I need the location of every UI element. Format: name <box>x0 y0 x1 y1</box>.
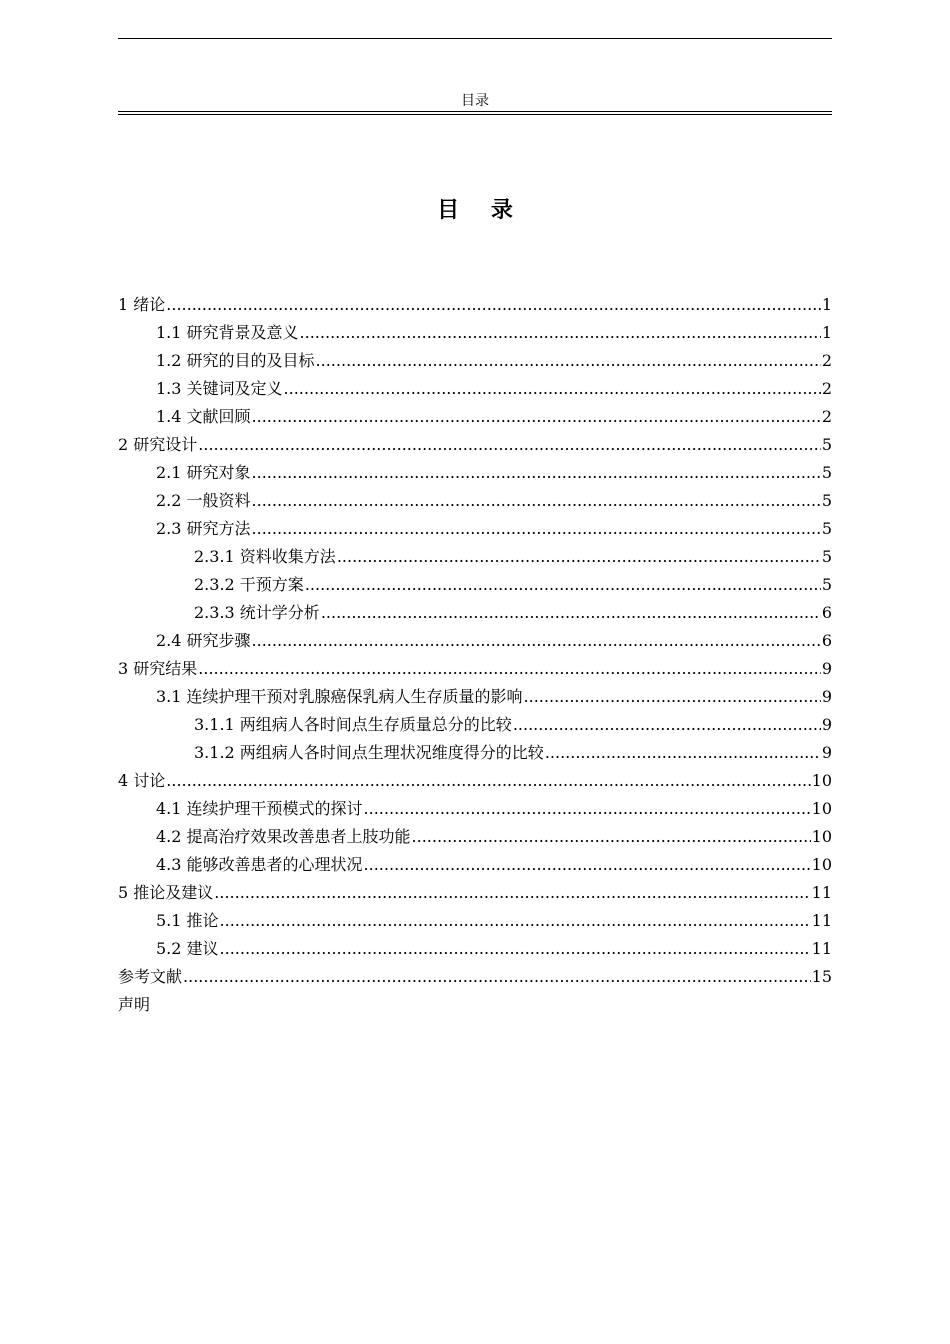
toc-entry-title: 4.1 连续护理干预模式的探讨 <box>156 799 363 818</box>
toc-entry-title: 5.2 建议 <box>156 939 219 958</box>
toc-dot-leader <box>220 935 811 963</box>
toc-entry-title: 参考文献 <box>118 967 183 986</box>
toc-entry[interactable] <box>118 711 832 739</box>
toc-entry-page: 6 <box>821 631 832 650</box>
toc-dot-leader <box>252 403 821 431</box>
toc-entry-title: 1.1 研究背景及意义 <box>156 323 299 342</box>
toc-entry[interactable] <box>118 963 832 991</box>
toc-entry-title: 5 推论及建议 <box>118 883 214 902</box>
toc-entry[interactable] <box>118 319 832 347</box>
toc-entry[interactable] <box>118 543 832 571</box>
toc-entry-title: 2.3.1 资料收集方法 <box>194 547 336 566</box>
toc-entry-title: 1.2 研究的目的及目标 <box>156 351 315 370</box>
toc-entry-title: 1.3 关键词及定义 <box>156 379 283 398</box>
toc-dot-leader <box>198 655 821 683</box>
toc-entry[interactable] <box>118 907 832 935</box>
toc-dot-leader <box>183 963 811 991</box>
toc-dot-leader <box>305 571 821 599</box>
toc-entry-page: 10 <box>811 827 832 846</box>
toc-entry[interactable] <box>118 627 832 655</box>
toc-dot-leader <box>545 739 821 767</box>
toc-entry-title: 1.4 文献回顾 <box>156 407 251 426</box>
toc-entry-page: 10 <box>811 771 832 790</box>
toc-dot-leader <box>412 823 811 851</box>
toc-entry-title: 3.1.2 两组病人各时间点生理状况维度得分的比较 <box>194 743 544 762</box>
toc-entry[interactable] <box>118 599 832 627</box>
toc-entry-page: 9 <box>821 659 832 678</box>
toc-entry-title: 2.3.2 干预方案 <box>194 575 304 594</box>
toc-entry[interactable] <box>118 823 832 851</box>
toc-entry-page: 1 <box>821 295 832 314</box>
toc-entry-page: 2 <box>821 351 832 370</box>
toc-entry-page: 15 <box>811 967 832 986</box>
toc-dot-leader <box>300 319 821 347</box>
toc-entry-title: 3 研究结果 <box>118 659 198 678</box>
toc-dot-leader <box>252 487 821 515</box>
toc-entry[interactable] <box>118 515 832 543</box>
toc-entry-title: 4 讨论 <box>118 771 166 790</box>
toc-entry[interactable] <box>118 795 832 823</box>
toc-entry[interactable] <box>118 291 832 319</box>
toc-entry-title: 2.2 一般资料 <box>156 491 251 510</box>
page-title: 目 录 <box>437 197 525 223</box>
toc-entry-title: 4.3 能够改善患者的心理状况 <box>156 855 363 874</box>
toc-entry-page: 5 <box>821 519 832 538</box>
toc-dot-leader <box>316 347 821 375</box>
toc-entry-page: 10 <box>811 799 832 818</box>
toc-entry[interactable] <box>118 683 832 711</box>
toc-entry-title: 3.1.1 两组病人各时间点生存质量总分的比较 <box>194 715 512 734</box>
toc-entry-page: 5 <box>821 463 832 482</box>
toc-entry[interactable] <box>118 935 832 963</box>
toc-entry-title: 1 绪论 <box>118 295 166 314</box>
toc-entry[interactable] <box>118 571 832 599</box>
toc-dot-leader <box>284 375 821 403</box>
toc-entry[interactable] <box>118 431 832 459</box>
toc-entry-page: 9 <box>821 715 832 734</box>
toc-entry-title: 声明 <box>118 995 151 1014</box>
toc-entry-page: 5 <box>821 575 832 594</box>
toc-dot-leader <box>337 543 821 571</box>
toc-entry-page: 9 <box>821 687 832 706</box>
toc-dot-leader <box>214 879 810 907</box>
toc-dot-leader <box>513 711 821 739</box>
header-rule <box>118 111 832 115</box>
toc-entry-page: 11 <box>811 911 832 930</box>
toc-entry[interactable] <box>118 991 832 1019</box>
toc-entry-page: 1 <box>821 323 832 342</box>
toc-entry-page: 5 <box>821 435 832 454</box>
toc-entry-title: 2.3.3 统计学分析 <box>194 603 320 622</box>
toc-entry[interactable] <box>118 459 832 487</box>
toc-dot-leader <box>166 291 821 319</box>
toc-dot-leader <box>524 683 821 711</box>
toc-dot-leader <box>220 907 811 935</box>
toc-entry-page: 11 <box>811 883 832 902</box>
running-header: 目录 <box>461 93 489 109</box>
toc-entry[interactable] <box>118 739 832 767</box>
toc-entry-title: 2.3 研究方法 <box>156 519 251 538</box>
toc-entry[interactable] <box>118 487 832 515</box>
toc-dot-leader <box>252 459 821 487</box>
toc-dot-leader <box>198 431 821 459</box>
toc-entry-title: 5.1 推论 <box>156 911 219 930</box>
toc-entry-title: 2 研究设计 <box>118 435 198 454</box>
toc-dot-leader <box>252 627 821 655</box>
toc-entry-page: 5 <box>821 547 832 566</box>
toc-entry-title: 3.1 连续护理干预对乳腺癌保乳病人生存质量的影响 <box>156 687 523 706</box>
toc-entry-page: 10 <box>811 855 832 874</box>
toc-entry[interactable] <box>118 403 832 431</box>
toc-entry[interactable] <box>118 375 832 403</box>
table-of-contents <box>118 291 832 1019</box>
toc-entry-title: 2.4 研究步骤 <box>156 631 251 650</box>
toc-entry-page: 2 <box>821 379 832 398</box>
toc-entry[interactable] <box>118 347 832 375</box>
top-rule <box>118 38 832 39</box>
toc-entry-page: 6 <box>821 603 832 622</box>
toc-entry[interactable] <box>118 655 832 683</box>
toc-entry-title: 4.2 提高治疗效果改善患者上肢功能 <box>156 827 411 846</box>
toc-entry[interactable] <box>118 851 832 879</box>
toc-dot-leader <box>252 515 821 543</box>
toc-entry-page: 2 <box>821 407 832 426</box>
toc-entry-page: 5 <box>821 491 832 510</box>
toc-dot-leader <box>166 767 810 795</box>
toc-entry-title: 2.1 研究对象 <box>156 463 251 482</box>
toc-entry-page: 9 <box>821 743 832 762</box>
toc-entry[interactable] <box>118 879 832 907</box>
toc-entry-page: 11 <box>811 939 832 958</box>
toc-dot-leader <box>364 851 811 879</box>
toc-dot-leader <box>321 599 821 627</box>
toc-dot-leader <box>364 795 811 823</box>
toc-entry[interactable] <box>118 767 832 795</box>
